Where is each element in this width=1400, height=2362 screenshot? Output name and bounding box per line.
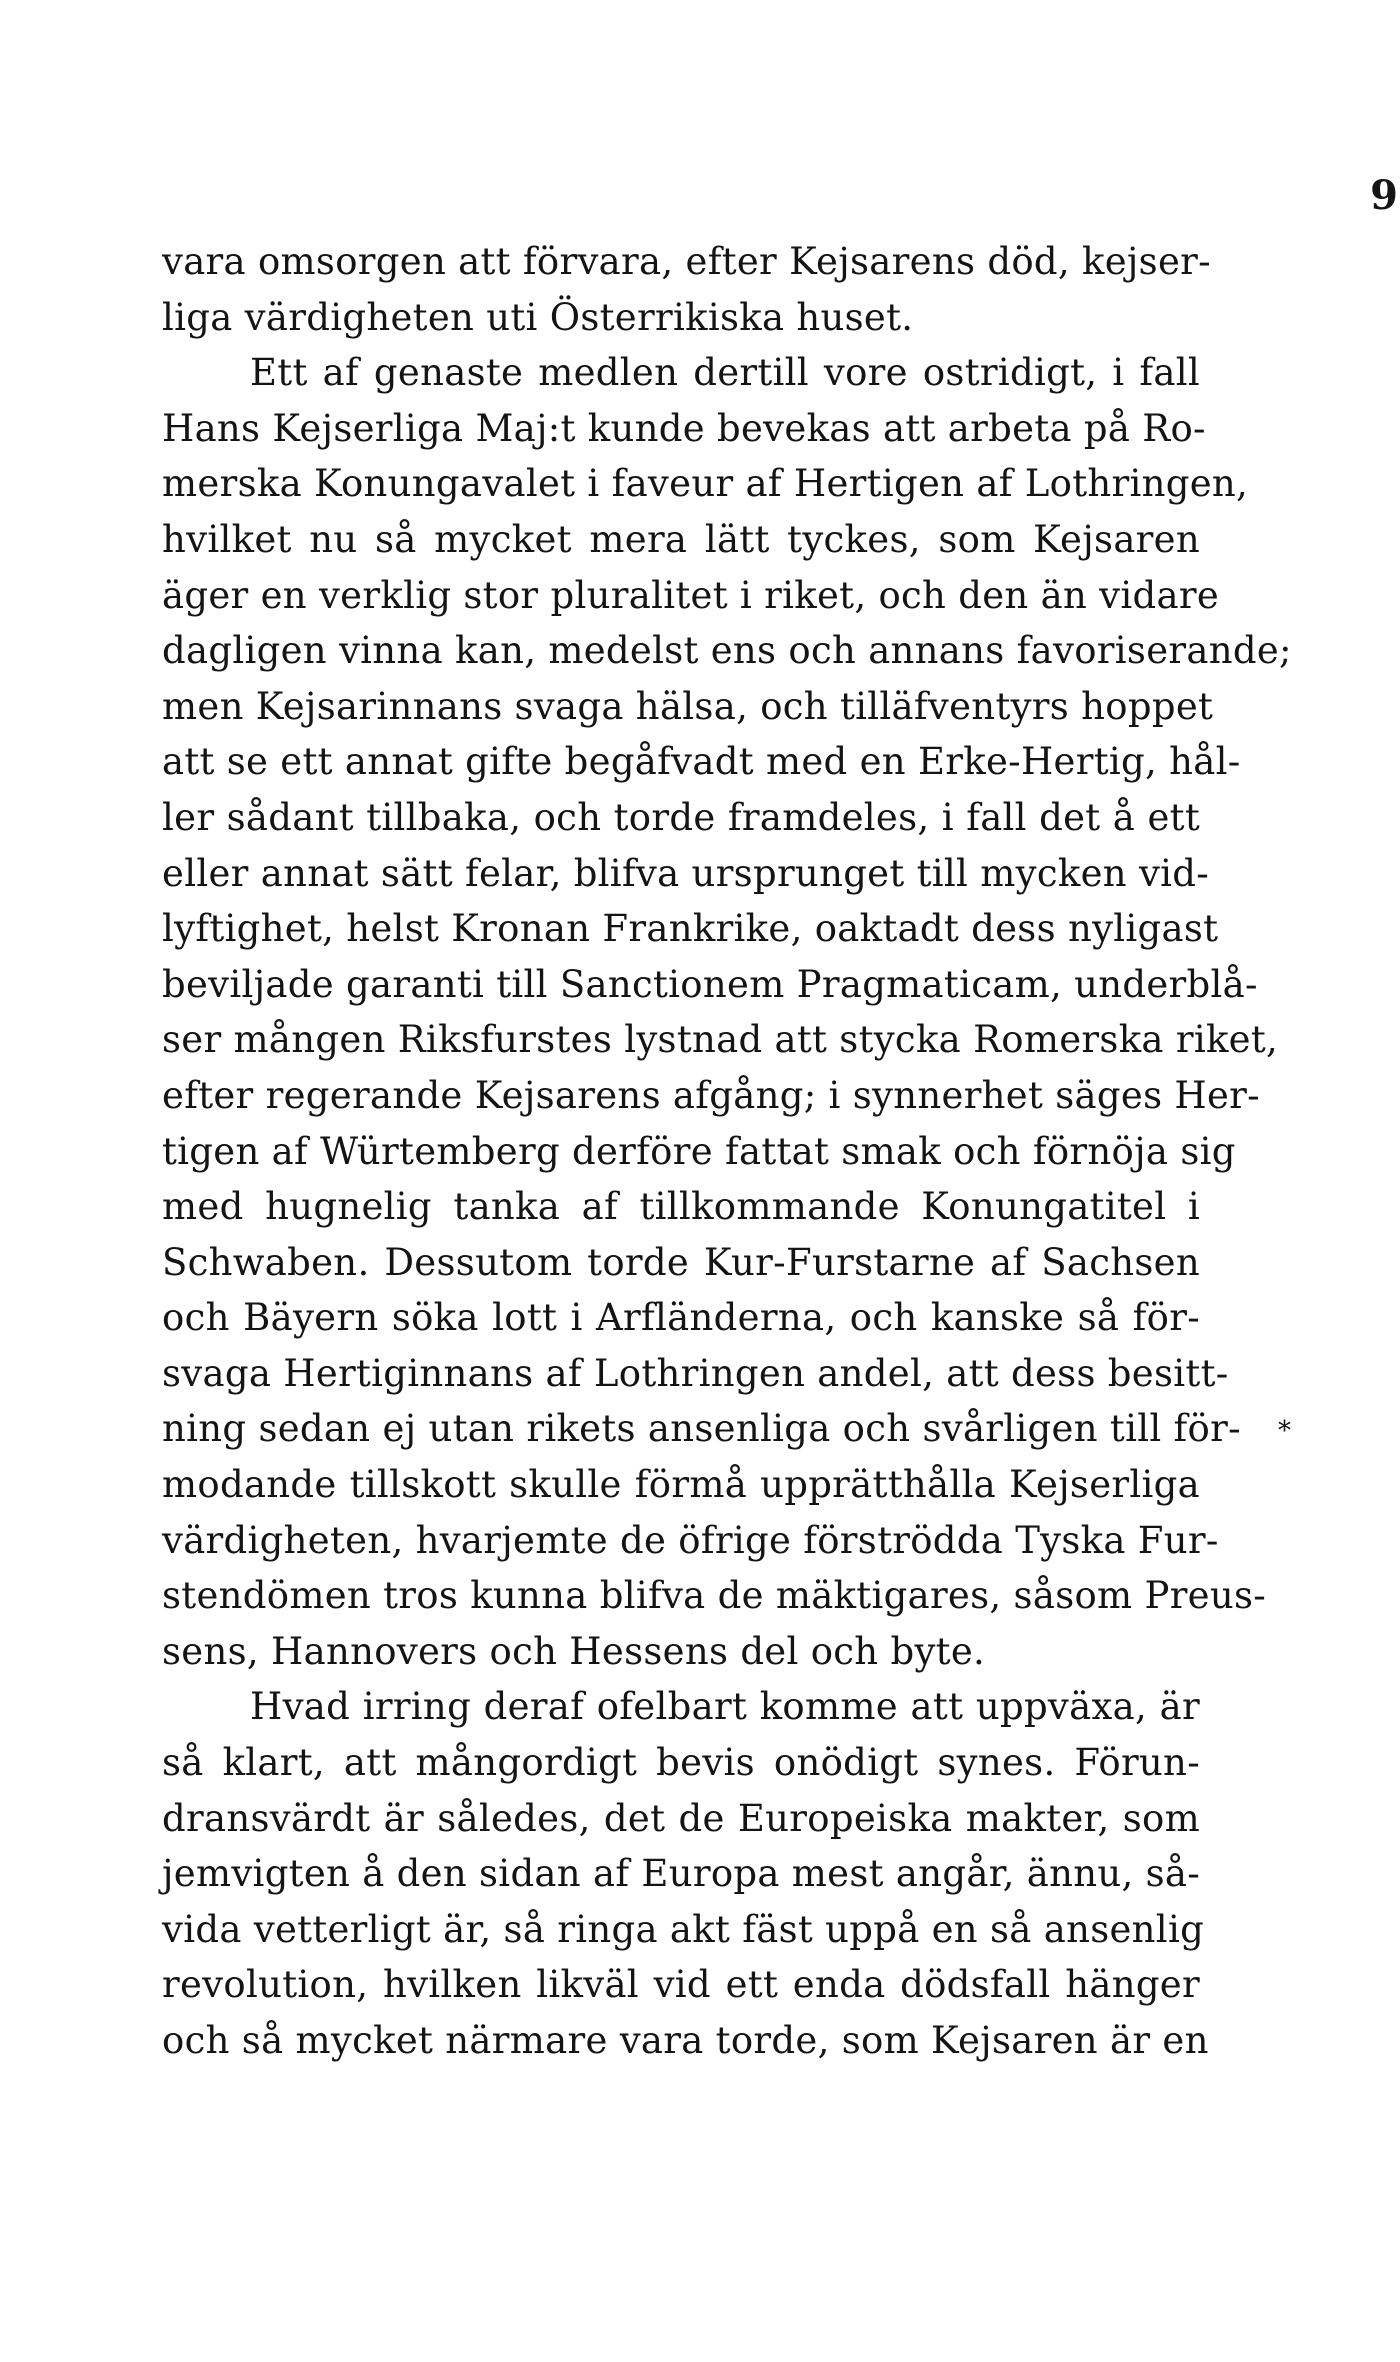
text-line: värdigheten, hvarjemte de öfrige förströdda Tyska Fur- (162, 1518, 1219, 1562)
text-line: Schwaben. Dessutom torde Kur-Furstarne af Sachsen (162, 1240, 1200, 1284)
text-line: Hans Kejserliga Maj:t kunde bevekas att arbeta på Ro- (162, 406, 1206, 450)
text-line: beviljade garanti till Sanctionem Pragmaticam, underblå- (162, 962, 1258, 1006)
text-line: vara omsorgen att förvara, efter Kejsarens död, kejser- (162, 240, 1211, 283)
text-line: modande tillskott skulle förmå upprätthålla Kejserliga (162, 1463, 1200, 1507)
text-line: Ett af genaste medlen dertill vore ostridigt, i fall (250, 351, 1200, 395)
text-line: hvilket nu så mycket mera lätt tyckes, som Kejsaren (162, 517, 1200, 561)
text-line: ser mången Riksfurstes lystnad att stycka Romerska riket, (162, 1018, 1279, 1062)
text-line: jemvigten å den sidan af Europa mest angår, ännu, så- (162, 1852, 1201, 1896)
text-line: Hvad irring deraf ofelbart komme att uppväxa, är (250, 1685, 1200, 1729)
margin-mark: * (1278, 1416, 1291, 1446)
text-line: liga värdigheten uti Österrikiska huset. (162, 295, 914, 339)
text-line: så klart, att mångordigt bevis onödigt synes. Förun- (162, 1741, 1200, 1785)
text-line: stendömen tros kunna blifva de mäktigares, såsom Preus- (162, 1574, 1267, 1618)
text-line: svaga Hertiginnans af Lothringen andel, att dess besitt- (162, 1351, 1229, 1395)
text-line: att se ett annat gifte begåfvadt med en Erke-Hertig, hål- (162, 740, 1241, 784)
text-line: men Kejsarinnans svaga hälsa, och tilläfventyrs hoppet (162, 684, 1214, 728)
text-line: ning sedan ej utan rikets ansenliga och svårligen till för- (162, 1407, 1241, 1451)
text-line: tigen af Würtemberg derföre fattat smak och förnöja sig (162, 1129, 1236, 1173)
text-line: äger en verklig stor pluralitet i riket, och den än vidare (162, 573, 1220, 617)
text-line: vida vetterligt är, så ringa akt fäst uppå en så ansenlig (162, 1907, 1205, 1951)
text-line: revolution, hvilken likväl vid ett enda dödsfall hänger (162, 1963, 1200, 2007)
body-text (162, 234, 1292, 2069)
text-line: ler sådant tillbaka, och torde framdeles, i fall det å ett (162, 795, 1200, 839)
text-line: eller annat sätt felar, blifva ursprunget till mycken vid- (162, 851, 1210, 895)
text-line: lyftighet, helst Kronan Frankrike, oaktadt dess nyligast (162, 907, 1219, 951)
text-line: och så mycket närmare vara torde, som Kejsaren är en (162, 2019, 1209, 2062)
text-line: merska Konungavalet i faveur af Hertigen af Lothringen, (162, 462, 1249, 506)
text-line: dagligen vinna kan, medelst ens och annans favoriserande; (162, 629, 1292, 673)
text-line: och Bäyern söka lott i Arfländerna, och kanske så för- (162, 1296, 1200, 1340)
text-line: med hugnelig tanka af tillkommande Konungatitel i (162, 1185, 1200, 1229)
text-line: efter regerande Kejsarens afgång; i synnerhet säges Her- (162, 1073, 1260, 1117)
page-number: 9 (1370, 172, 1398, 219)
text-line: sens, Hannovers och Hessens del och byte. (162, 1629, 986, 1673)
text-line: dransvärdt är således, det de Europeiska makter, som (162, 1796, 1200, 1840)
